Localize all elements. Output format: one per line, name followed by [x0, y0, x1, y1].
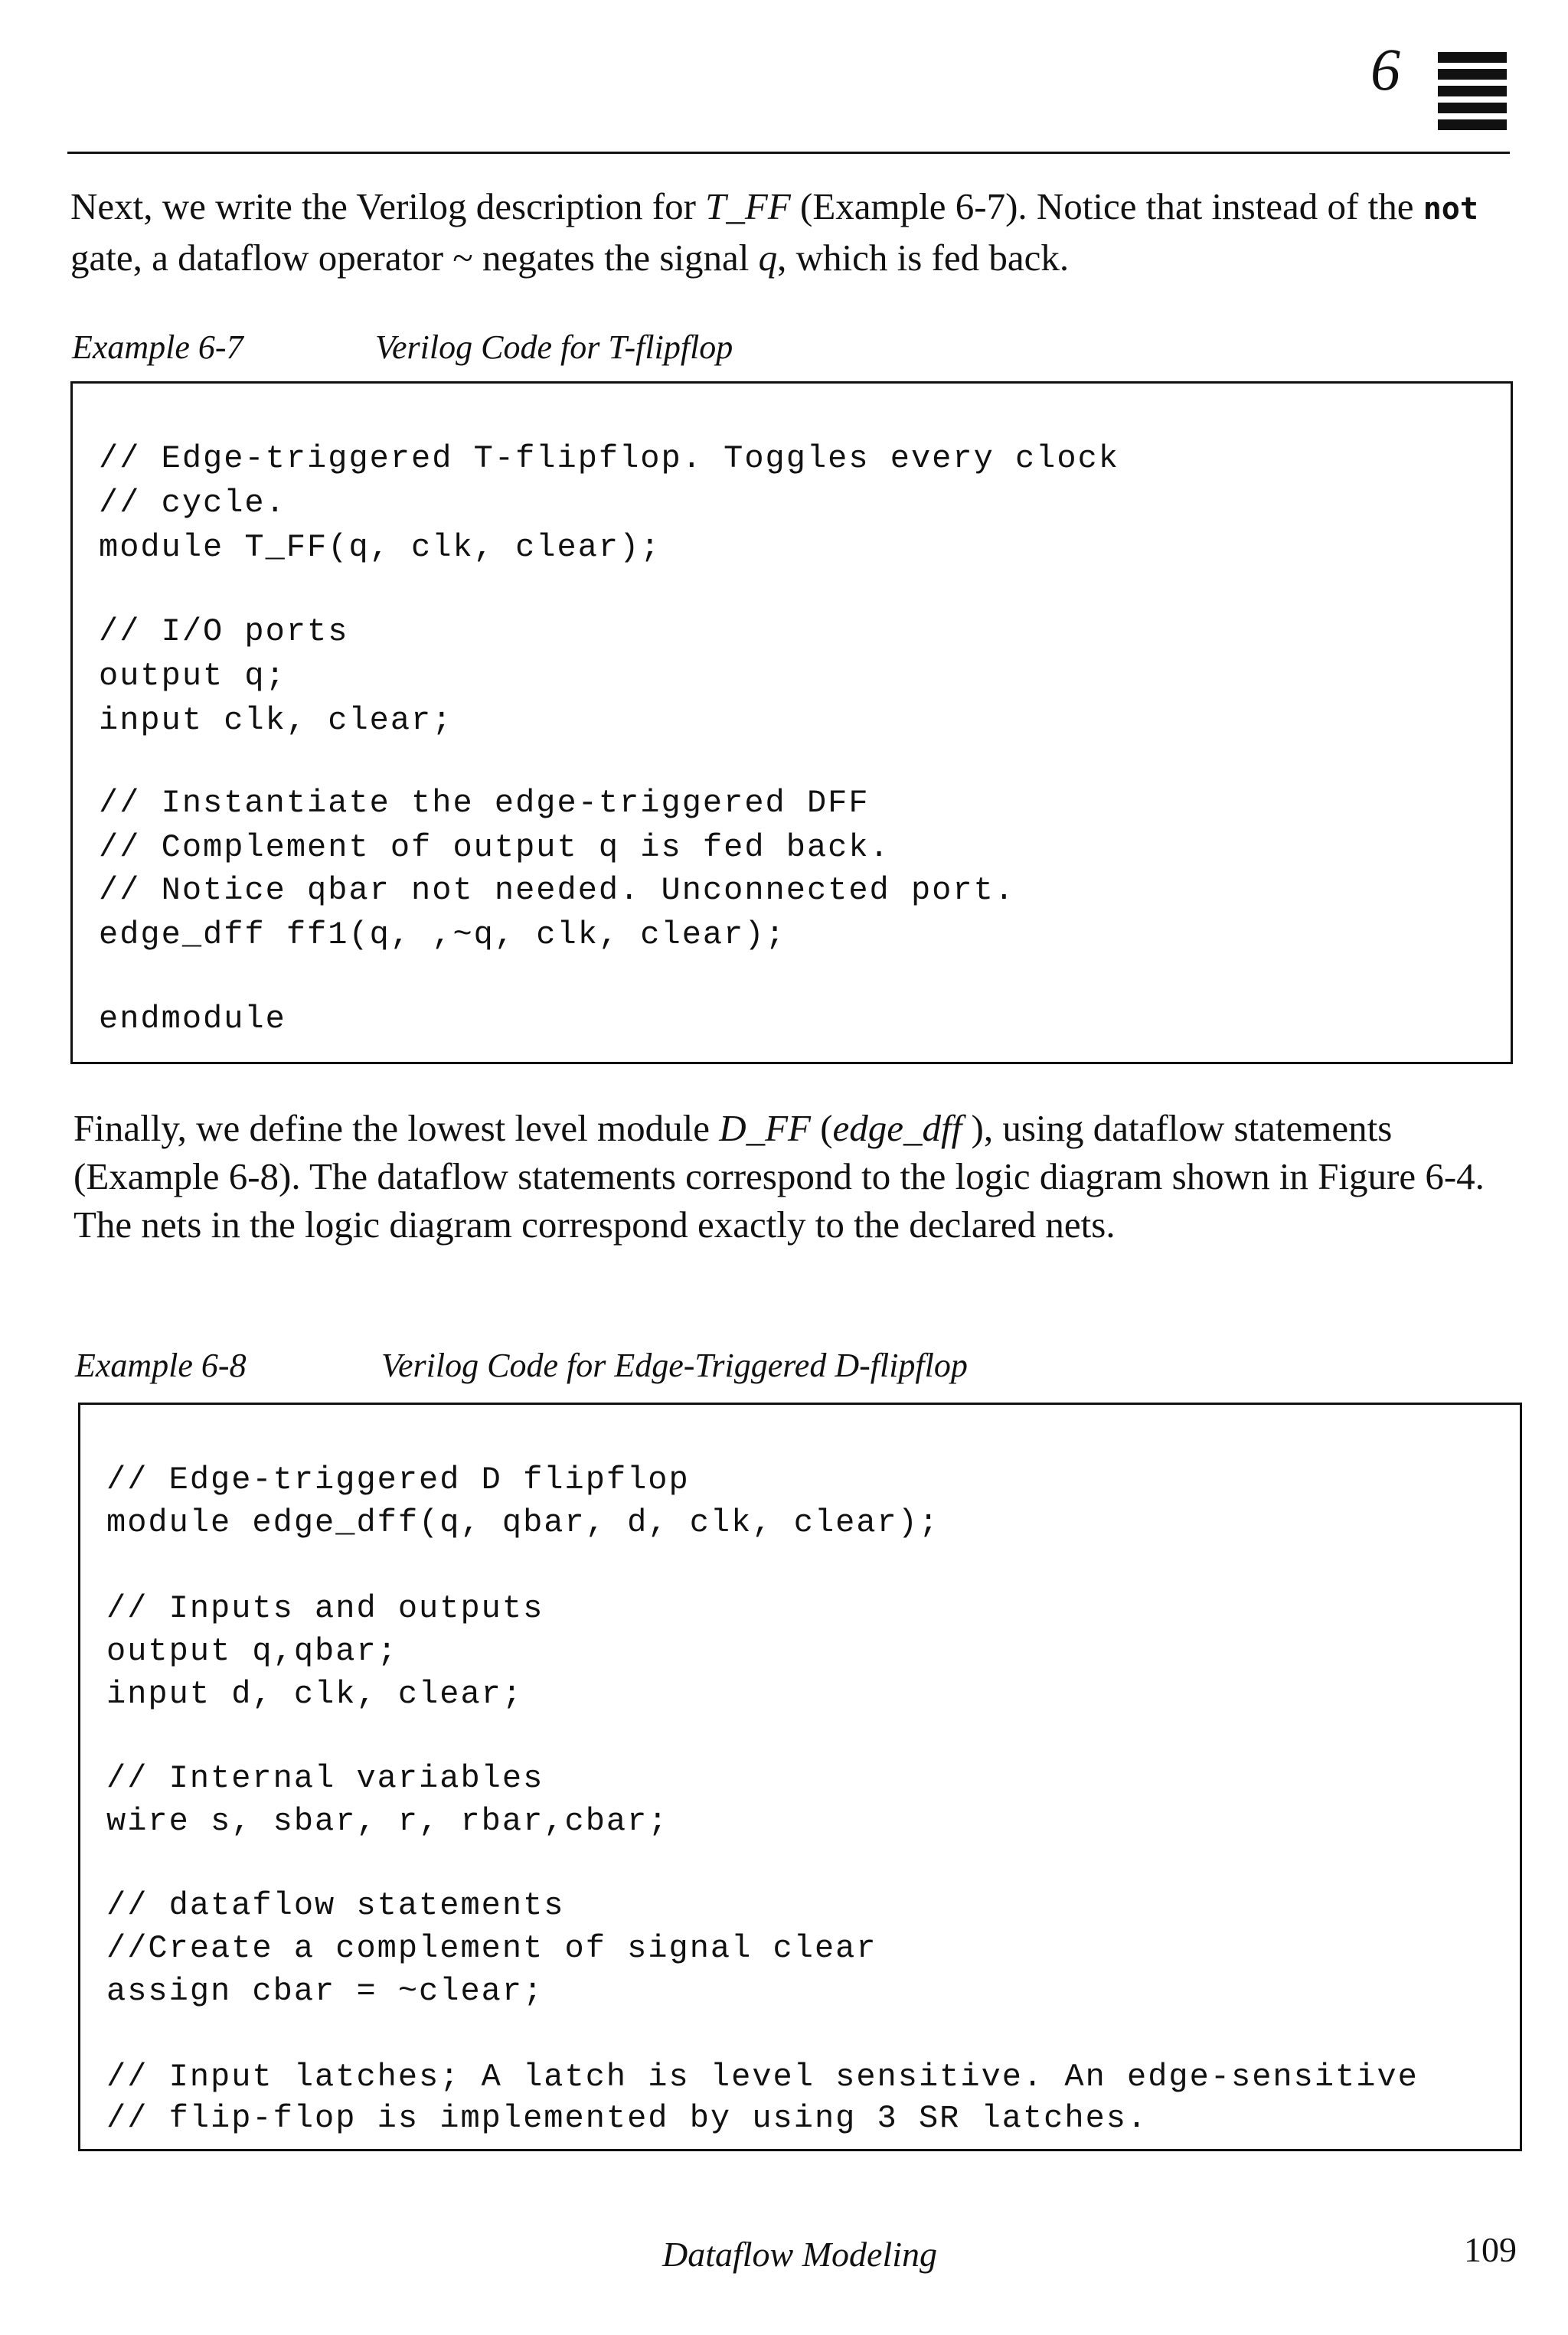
paragraph-text: gate, a dataflow operator ~ negates the signal [70, 237, 759, 279]
paragraph-text: Finally, we define the lowest level module [74, 1107, 720, 1149]
code-block-example-6-8 [78, 1403, 1522, 2151]
running-footer-title: Dataflow Modeling [662, 2235, 938, 2274]
paragraph-text: ( [810, 1107, 833, 1149]
code-line: // Edge-triggered D flipflop [106, 1461, 690, 1498]
code-line: endmodule [99, 1001, 286, 1037]
code-line: edge_dff ff1(q, ,~q, clk, clear); [99, 916, 786, 953]
code-line: input clk, clear; [99, 702, 453, 739]
code-line: // Complement of output q is fed back. [99, 829, 890, 866]
code-line: // Input latches; A latch is level sensitive. An edge-sensitive [106, 2059, 1419, 2095]
code-line: // I/O ports [99, 613, 349, 650]
keyword-not: not [1423, 191, 1478, 227]
module-name-edge-dff: edge_dff [832, 1107, 962, 1149]
code-line: output q,qbar; [106, 1633, 398, 1670]
paragraph-text: (Example 6-7). Notice that instead of the [790, 185, 1423, 227]
code-line: module edge_dff(q, qbar, d, clk, clear); [106, 1504, 940, 1541]
code-line: module T_FF(q, clk, clear); [99, 529, 662, 566]
example-6-7-title: Verilog Code for T-flipflop [375, 328, 733, 366]
paragraph-text: ), using dataflow statements (Example 6-8). The dataflow statements correspond to the logic diagram shown in Figure 6-4. The nets in the logic diagram correspond exactly to the declared nets. [74, 1107, 1485, 1246]
intro-paragraph [70, 182, 1510, 282]
example-6-7-label: Example 6-7 [72, 328, 243, 366]
code-line: // Instantiate the edge-triggered DFF [99, 785, 870, 821]
signal-q: q [758, 237, 778, 279]
code-block-example-6-7 [70, 381, 1513, 1064]
page-number: 109 [1464, 2230, 1517, 2269]
module-name-dff: D_FF [719, 1107, 811, 1149]
example-6-8-label: Example 6-8 [75, 1347, 247, 1384]
body-paragraph [74, 1104, 1513, 1249]
code-line: // flip-flop is implemented by using 3 SR latches. [106, 2100, 1148, 2137]
code-line: // dataflow statements [106, 1887, 565, 1924]
paragraph-text: Next, we write the Verilog description for [70, 185, 706, 227]
code-line: wire s, sbar, r, rbar,cbar; [106, 1803, 669, 1840]
example-6-8-title: Verilog Code for Edge-Triggered D-flipflop [381, 1347, 968, 1384]
chapter-tab-marker-icon [1438, 52, 1507, 136]
code-line: input d, clk, clear; [106, 1676, 524, 1713]
code-line: // Inputs and outputs [106, 1590, 544, 1627]
header-rule [67, 152, 1510, 154]
paragraph-text: , which is fed back. [777, 237, 1070, 279]
code-line: // cycle. [99, 485, 286, 521]
module-name-tff: T_FF [705, 185, 791, 227]
code-line: // Edge-triggered T-flipflop. Toggles every clock [99, 440, 1120, 477]
code-line: // Notice qbar not needed. Unconnected port. [99, 872, 1015, 909]
code-line: output q; [99, 658, 286, 694]
code-line: // Internal variables [106, 1760, 544, 1797]
chapter-number: 6 [1370, 36, 1400, 103]
code-line: //Create a complement of signal clear [106, 1930, 877, 1967]
code-line: assign cbar = ~clear; [106, 1973, 544, 2010]
